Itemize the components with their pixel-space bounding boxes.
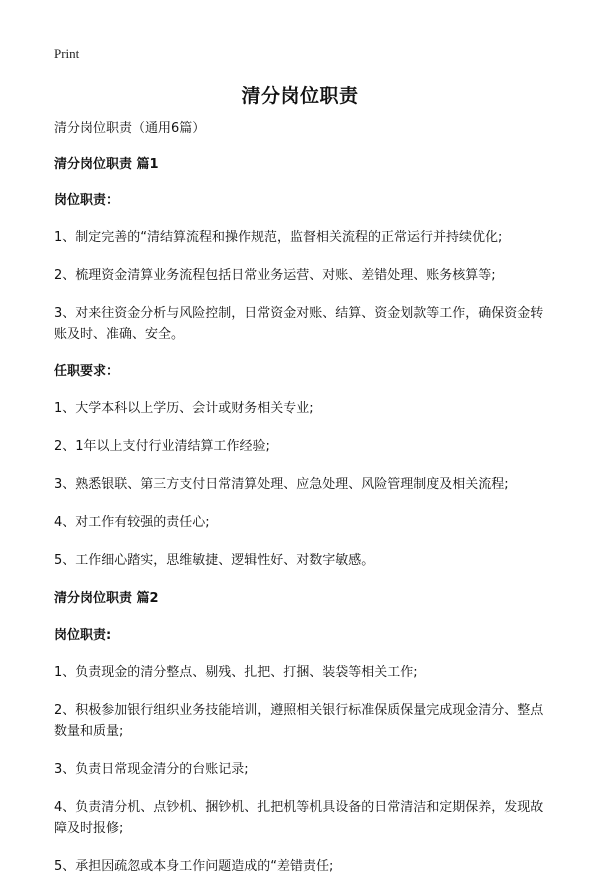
requirement-item-1-2: 2、1年以上支付行业清结算工作经验; <box>54 439 270 454</box>
duty-item-1-1: 1、制定完善的“清结算流程和操作规范，监督相关流程的正常运行并持续优化; <box>54 230 503 245</box>
intro-text: 清分岗位职责（通用6篇） <box>54 121 206 136</box>
duty-item-2-1: 1、负责现金的清分整点、剔残、扎把、打捆、装袋等相关工作; <box>54 665 418 680</box>
duty-item-2-2: 2、积极参加银行组织业务技能培训，遵照相关银行标准保质保量完成现金清分、整点数量和质量; <box>54 703 544 739</box>
section-heading-2: 清分岗位职责 篇2 <box>54 591 159 606</box>
duty-item-2-4: 4、负责清分机、点钞机、捆钞机、扎把机等机具设备的日常清洁和定期保养，发现故障及时报修; <box>54 800 544 836</box>
document-title: 清分岗位职责 <box>241 85 359 107</box>
requirement-item-1-5: 5、工作细心踏实，思维敏捷、逻辑性好、对数字敏感。 <box>54 553 375 568</box>
duty-item-1-2: 2、梳理资金清算业务流程包括日常业务运营、对账、差错处理、账务核算等; <box>54 268 496 283</box>
requirement-item-1-1: 1、大学本科以上学历、会计或财务相关专业; <box>54 401 314 416</box>
requirements-label-1: 任职要求： <box>54 364 120 379</box>
document-body <box>54 118 548 877</box>
section-heading-1: 清分岗位职责 篇1 <box>54 157 159 172</box>
duties-label-1: 岗位职责： <box>54 193 120 208</box>
duty-item-1-3: 3、对来往资金分析与风险控制，日常资金对账、结算、资金划款等工作，确保资金转账及时、准确、安全。 <box>54 306 544 342</box>
duties-label-2: 岗位职责: <box>54 628 112 643</box>
duty-item-2-3: 3、负责日常现金清分的台账记录; <box>54 762 249 777</box>
duty-item-2-5: 5、承担因疏忽或本身工作问题造成的“差错责任; <box>54 859 334 874</box>
requirement-item-1-4: 4、对工作有较强的责任心; <box>54 515 210 530</box>
requirement-item-1-3: 3、熟悉银联、第三方支付日常清算处理、应急处理、风险管理制度及相关流程; <box>54 477 509 492</box>
print-label: Print <box>54 46 80 61</box>
